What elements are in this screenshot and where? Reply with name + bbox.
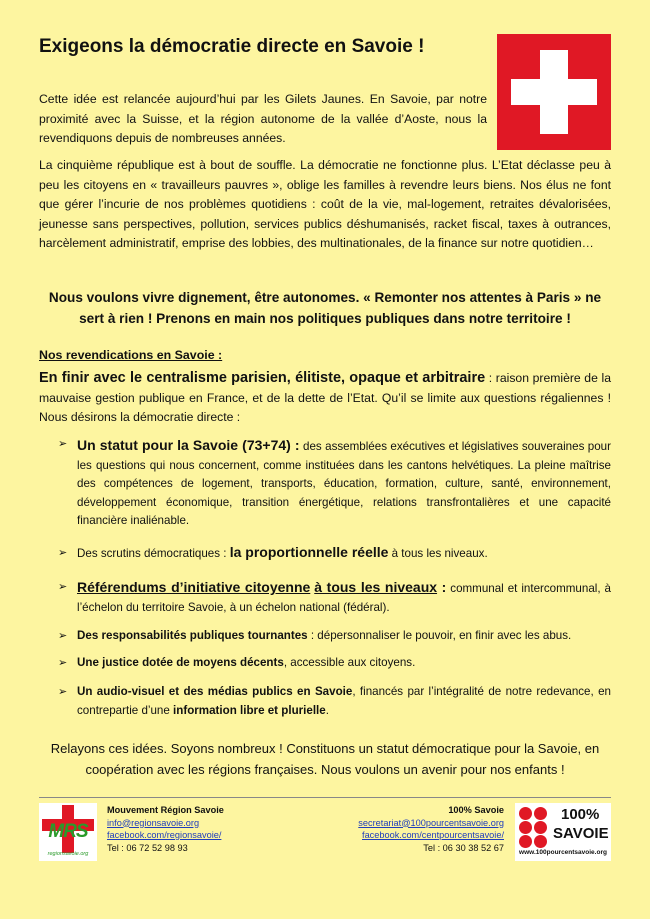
flag-cross-horizontal [511,79,597,105]
arrow-bullet-icon: ➢ [58,686,68,698]
demand-responsabilites-title: Des responsabilités publiques tournantes [77,629,308,642]
demand-scrutins-pre: Des scrutins démocratiques : [77,547,230,560]
centpourcent-facebook-link[interactable]: facebook.com/centpourcentsavoie/ [362,830,504,840]
centpourcent-logo-name: SAVOIE [553,825,609,842]
intro-paragraph: Cette idée est relancée aujourd’hui par les Gilets Jaunes. En Savoie, par notre proximité avec la Suisse, et la région autonome de la vallée d’Aoste, nous la revendiquons depuis de nombreuses années. [39,92,487,145]
savoie-flag [497,34,611,150]
demand-statut-title: Un statut pour la Savoie (73+74) : [77,437,300,453]
mrs-phone: Tel : 06 72 52 98 93 [107,842,188,853]
revendications-intro-rest: : raison première de la mauvaise gestion publique en France, et de la dette de l’Etat. Qu’il se limite aux questions régaliennes ! Nous désirons la démocratie directe : [39,371,611,424]
centpourcent-contact [358,804,504,854]
revendications-intro [39,369,611,428]
demand-justice-title: Une justice dotée de moyens décents [77,656,284,669]
arrow-bullet-icon: ➢ [58,438,68,450]
centpourcent-name: 100% Savoie [448,805,504,815]
demand-medias-bold2: information libre et plurielle [173,703,326,717]
page-title: Exigeons la démocratie directe en Savoie ! [39,36,425,57]
context-paragraph: La cinquième république est à bout de souffle. La démocratie ne fonctionne plus. L’Etat déclasse peu à peu les citoyens en « travailleurs pauvres », oblige les familles à revendre leurs biens. Nos élus ne font que gérer l’incurie de nos problèmes quotidiens : coût de la vie, mal-logement, retraites dévalorisées, jeunesse sans perspectives, pollution, services publics déshumanisés, racket fiscal, taxes à outrances, harcèlement administratif, emprise des lobbies, des multinationales, de la finance sur notre quotidien… [39,158,611,250]
revendications-intro-bold: En finir avec le centralisme parisien, élitiste, opaque et arbitraire [39,370,486,386]
mrs-logo-text: MRS [48,821,88,842]
arrow-bullet-icon: ➢ [58,547,68,559]
flyer-page: Exigeons la démocratie directe en Savoie ! Cette idée est relancée aujourd’hui par les Gilets Jaunes. En Savoie, par notre proximité avec la Suisse, et la région autonome de la vallée d’Aoste, nous la revendiquons depuis de nombreuses années. La cinquième république est à bout de souffle. La démocratie ne fonctionne plus. L’Etat déclasse peu à peu les citoyens en « travailleurs pauvres », oblige les familles à revendre leurs biens. Nos élus ne font que gérer l’incurie de nos problèmes quotidiens : coût de la vie, mal-logement, retraites dévalorisées, jeunesse sans perspectives, pollution, services publics déshumanisés, racket fiscal, taxes à outrances, harcèlement administratif, emprise des lobbies, des multinationales, de la finance sur notre quotidien… Nous voulons vivre dignement, être autonomes. « Remonter nos attentes à Paris » ne sert à rien ! Prenons en main nos politiques publiques dans notre territoire ! Nos revendications en Savoie : En finir avec le centralisme parisien, élitiste, opaque et arbitraire : raison première de la mauvaise gestion publique en France, et de la dette de l’Etat. Qu’il se limite aux questions régaliennes ! Nous désirons la démocratie directe : ➢ Un statut pour la Savoie (73+74) : des assemblées exécutives et législatives souveraines pour les questions qui nous concernent, comme instituées dans les cantons helvétiques. La pleine maîtrise des compétences de logement, transports, éducation, formation, culture, santé, environnement, développement économique, transition énergétique, relations transfrontalières et une capacité financière inaliénable. ➢ Des scrutins démocratiques : la proportionnelle réelle à tous les niveaux. ➢ Référendums d’initiative citoyenne à tous les niveaux : communal et intercommunal, à l’échelon du territoire Savoie, à un échelon national (fédéral). ➢ Des responsabilités publiques tournantes : dépersonnaliser le pouvoir, en finir avec les abus. ➢ Une justice dotée de moyens décents, accessible aux citoyens. ➢ Un audio-visuel et des médias publics en Savoie, financés par l’intégralité de notre redevance, en contrepartie d’une information libre et plurielle. Relayons ces idées. Soyons nombreux ! Constituons un statut démocratique pour la Savoie, en coopération avec les régions françaises. Nous voulons un avenir pour nos enfants ! MRS regionsavoie.org Mouvement Région Savoie info@regionsavoie.org facebook.com/regionsavoie/ Tel : 06 72 52 98 93 100% Savoie secretariat@100pourcentsavoie.org facebook.com/centpourcentsavoie/ Tel : 06 30 38 52 67 100% SAVOIE www.100pourcentsavoie.org [0,0,650,919]
demand-referendums-text: communal et intercommunal, à l’échelon du territoire Savoie, à un échelon national (fédéral). [77,582,611,614]
centpourcent-phone: Tel : 06 30 38 52 67 [423,842,504,853]
demand-medias-text: , financés par l’intégralité de notre redevance, en contrepartie d’une [77,685,611,717]
demand-scrutins-bold: la proportionnelle réelle [229,544,389,560]
demand-medias-title: Un audio-visuel et des médias publics en Savoie [77,685,353,698]
demand-responsabilites-text: : dépersonnaliser le pouvoir, en finir avec les abus. [307,629,572,642]
arrow-bullet-icon: ➢ [58,657,68,669]
mrs-logo-url: regionsavoie.org [47,851,89,857]
centpourcent-logo-url: www.100pourcentsavoie.org [519,849,607,856]
centpourcent-logo-pct: 100% [561,806,600,823]
footer-divider [39,797,611,798]
centpourcent-logo [515,803,611,861]
slogan: Nous voulons vivre dignement, être autonomes. « Remonter nos attentes à Paris » ne sert à rien ! Prenons en main nos politiques publiques dans notre territoire ! [48,290,602,326]
mrs-email-link[interactable]: info@regionsavoie.org [107,817,200,828]
demand-referendums-levels: à tous les niveaux [314,579,438,595]
arrow-bullet-icon: ➢ [58,581,68,593]
closing-paragraph: Relayons ces idées. Soyons nombreux ! Constituons un statut démocratique pour la Savoie, en coopération avec les régions françaises. Nous voulons un avenir pour nos enfants ! [50,741,600,777]
mrs-contact [107,804,224,854]
demand-scrutins-post: à tous les niveaux. [388,547,488,560]
demand-justice-text: , accessible aux citoyens. [283,656,416,669]
centpourcent-email-link[interactable]: secretariat@100pourcentsavoie.org [358,817,504,828]
mrs-logo [39,803,97,861]
mrs-name: Mouvement Région Savoie [107,805,224,815]
mrs-facebook-link[interactable]: facebook.com/regionsavoie/ [107,830,222,840]
demand-statut-text: des assemblées exécutives et législatives souveraines pour les questions qui nous concernent, comme instituées dans les cantons helvétiques. La pleine maîtrise des compétences de logement, transports, éducation, formation, culture, santé, environnement, développement économique, transition énergétique, relations transfrontalières et une capacité financière inaliénable. [77,440,611,527]
arrow-bullet-icon: ➢ [58,630,68,642]
revendications-heading: Nos revendications en Savoie : [39,348,223,362]
demand-referendums-title: Référendums d’initiative citoyenne [77,579,311,595]
